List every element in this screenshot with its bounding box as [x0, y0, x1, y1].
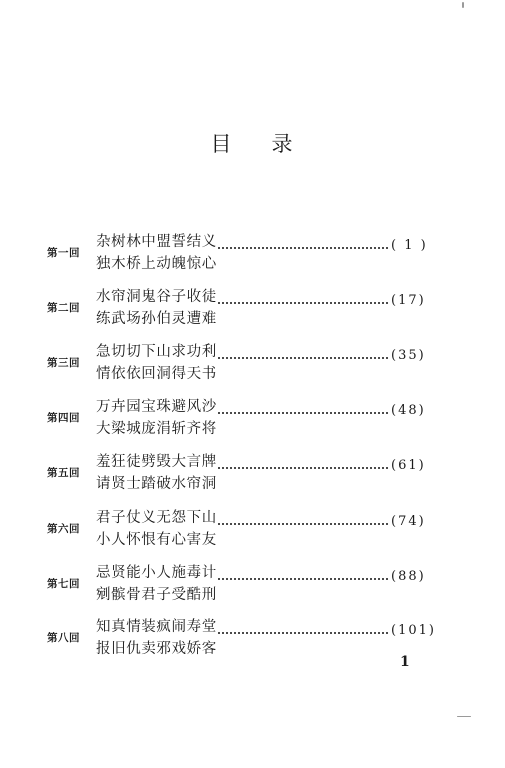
chapter-title-line-2: 剜髌骨君子受酷刑: [96, 587, 217, 603]
chapter-number: 第二回: [47, 302, 80, 314]
dot-leader: [218, 353, 388, 359]
toc-entry-7[interactable]: [0, 561, 505, 611]
chapter-number: 第四回: [47, 412, 80, 424]
page-reference: (88): [391, 569, 426, 584]
chapter-number: 第七回: [47, 578, 80, 590]
toc-entry-5[interactable]: [0, 450, 505, 500]
page-reference: (101): [391, 623, 436, 638]
page-reference: ( 1 ): [391, 238, 428, 253]
toc-entry-1[interactable]: [0, 230, 505, 280]
chapter-number: 第八回: [47, 632, 80, 644]
chapter-title-line-1: 杂树林中盟誓结义: [96, 234, 217, 250]
page-number: 1: [400, 654, 410, 670]
chapter-title-line-2: 请贤士踏破水帘洞: [96, 476, 217, 492]
chapter-title-line-2: 报旧仇卖邪戏娇客: [96, 641, 217, 657]
title-char-mu: 目: [210, 132, 234, 156]
dot-leader: [218, 574, 388, 580]
chapter-title-line-1: 万卉园宝珠避风沙: [96, 399, 217, 415]
page-reference: (48): [391, 403, 426, 418]
page-reference: (61): [391, 458, 426, 473]
chapter-title-line-1: 急切切下山求功利: [96, 344, 217, 360]
page-reference: (17): [391, 293, 426, 308]
chapter-title-line-2: 独木桥上动魄惊心: [96, 256, 217, 272]
toc-entry-8[interactable]: [0, 615, 505, 665]
chapter-title-line-1: 君子仗义无怨下山: [96, 510, 217, 526]
chapter-number: 第一回: [47, 247, 80, 259]
toc-entry-4[interactable]: [0, 395, 505, 445]
chapter-number: 第三回: [47, 357, 80, 369]
chapter-title-line-2: 练武场孙伯灵遭难: [96, 311, 217, 327]
chapter-number: 第五回: [47, 467, 80, 479]
chapter-title-line-1: 水帘洞鬼谷子收徒: [96, 289, 217, 305]
chapter-number: 第六回: [47, 523, 80, 535]
chapter-title-line-1: 知真情装疯闹寿堂: [96, 619, 217, 635]
dot-leader: [218, 298, 388, 304]
chapter-title-line-2: 大梁城庞涓斩齐将: [96, 421, 217, 437]
toc-entry-6[interactable]: [0, 506, 505, 556]
dot-leader: [218, 628, 388, 634]
dot-leader: [218, 519, 388, 525]
chapter-title-line-2: 情依依回洞得天书: [96, 366, 217, 382]
toc-entry-3[interactable]: [0, 340, 505, 390]
dot-leader: [218, 408, 388, 414]
chapter-title-line-1: 羞狂徒劈毁大言牌: [96, 454, 217, 470]
toc-entry-2[interactable]: [0, 285, 505, 335]
page-reference: (74): [391, 514, 426, 529]
page-reference: (35): [391, 348, 426, 363]
dot-leader: [218, 243, 388, 249]
title-char-lu: 录: [271, 132, 295, 156]
chapter-title-line-1: 忌贤能小人施毒计: [96, 565, 217, 581]
chapter-title-line-2: 小人怀恨有心害友: [96, 532, 217, 548]
dot-leader: [218, 463, 388, 469]
